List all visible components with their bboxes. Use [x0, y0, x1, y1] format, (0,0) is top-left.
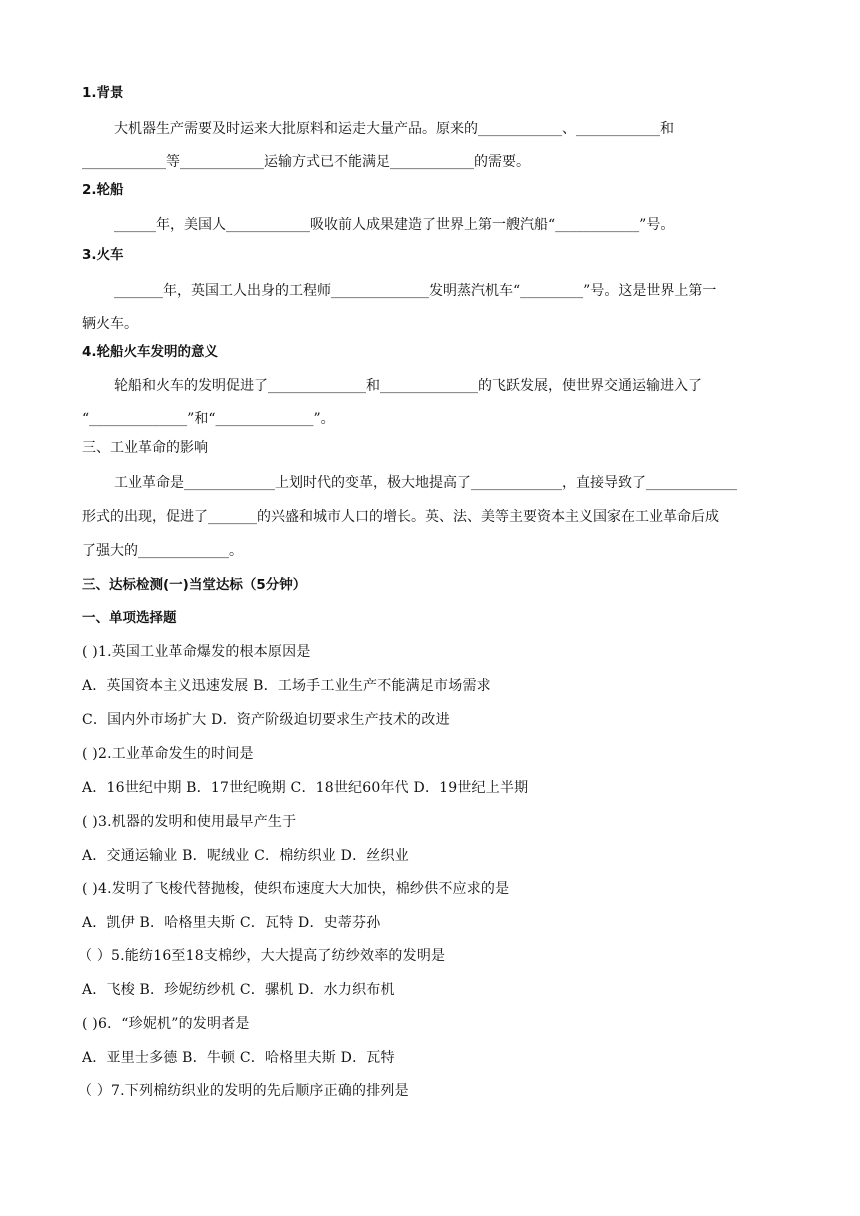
- paragraph-line: ____________等____________运输方式已不能满足____________的需要。: [82, 154, 530, 170]
- paragraph-line: 轮船和火车的发明促进了______________和______________的飞跃发展，使世界交通运输进入了: [114, 378, 702, 394]
- paragraph-line: “______________”和“______________”。: [82, 411, 335, 427]
- options-1b: C．国内外市场扩大 D．资产阶级迫切要求生产技术的改进: [82, 712, 450, 728]
- question-3: ( )3.机器的发明和使用最早产生于: [82, 814, 297, 830]
- paragraph-line: 了强大的_____________。: [82, 543, 243, 559]
- question-7: （ ）7.下列棉纺织业的发明的先后顺序正确的排列是: [78, 1083, 409, 1099]
- heading-background: 1.背景: [82, 85, 124, 101]
- question-2: ( )2.工业革命发生的时间是: [82, 746, 254, 762]
- question-6: ( )6．“珍妮机”的发明者是: [82, 1016, 250, 1032]
- paragraph-line: 大机器生产需要及时运来大批原料和运走大量产品。原来的____________、____________和: [114, 121, 674, 137]
- heading-significance: 4.轮船火车发明的意义: [82, 344, 219, 360]
- paragraph-line: _______年，英国工人出身的工程师______________发明蒸汽机车“_________”号。这是世界上第一: [114, 283, 717, 299]
- heading-assessment: 三、达标检测(一)当堂达标（5分钟）: [82, 577, 307, 593]
- question-5: （ ）5.能纺16至18支棉纱，大大提高了纺纱效率的发明是: [78, 948, 446, 964]
- heading-steamship: 2.轮船: [82, 182, 124, 198]
- question-1: ( )1.英国工业革命爆发的根本原因是: [82, 644, 311, 660]
- options-3: A．交通运输业 B．呢绒业 C．棉纺织业 D．丝织业: [82, 848, 409, 864]
- options-4: A．凯伊 B．哈格里夫斯 C．瓦特 D．史蒂芬孙: [82, 915, 381, 931]
- paragraph-line: 工业革命是_____________上划时代的变革，极大地提高了_____________，直接导致了_____________: [114, 475, 737, 491]
- paragraph-line: ______年，美国人____________吸收前人成果建造了世界上第一艘汽船“____________”号。: [114, 217, 675, 233]
- options-5: A．飞梭 B．珍妮纺纱机 C．骡机 D．水力织布机: [82, 982, 395, 998]
- paragraph-line: 辆火车。: [82, 316, 138, 332]
- heading-impact: 三、工业革命的影响: [82, 440, 208, 456]
- options-6: A．亚里士多德 B．牛顿 C．哈格里夫斯 D．瓦特: [82, 1050, 395, 1066]
- options-2: A．16世纪中期 B．17世纪晚期 C．18世纪60年代 D．19世纪上半期: [82, 780, 529, 796]
- question-4: ( )4.发明了飞梭代替抛梭，使织布速度大大加快，棉纱供不应求的是: [82, 881, 510, 897]
- heading-multiple-choice: 一、单项选择题: [82, 610, 177, 626]
- paragraph-line: 形式的出现，促进了_______的兴盛和城市人口的增长。英、法、美等主要资本主义国家在工业革命后成: [82, 509, 719, 525]
- options-1a: A．英国资本主义迅速发展 B．工场手工业生产不能满足市场需求: [82, 678, 491, 694]
- heading-train: 3.火车: [82, 247, 124, 263]
